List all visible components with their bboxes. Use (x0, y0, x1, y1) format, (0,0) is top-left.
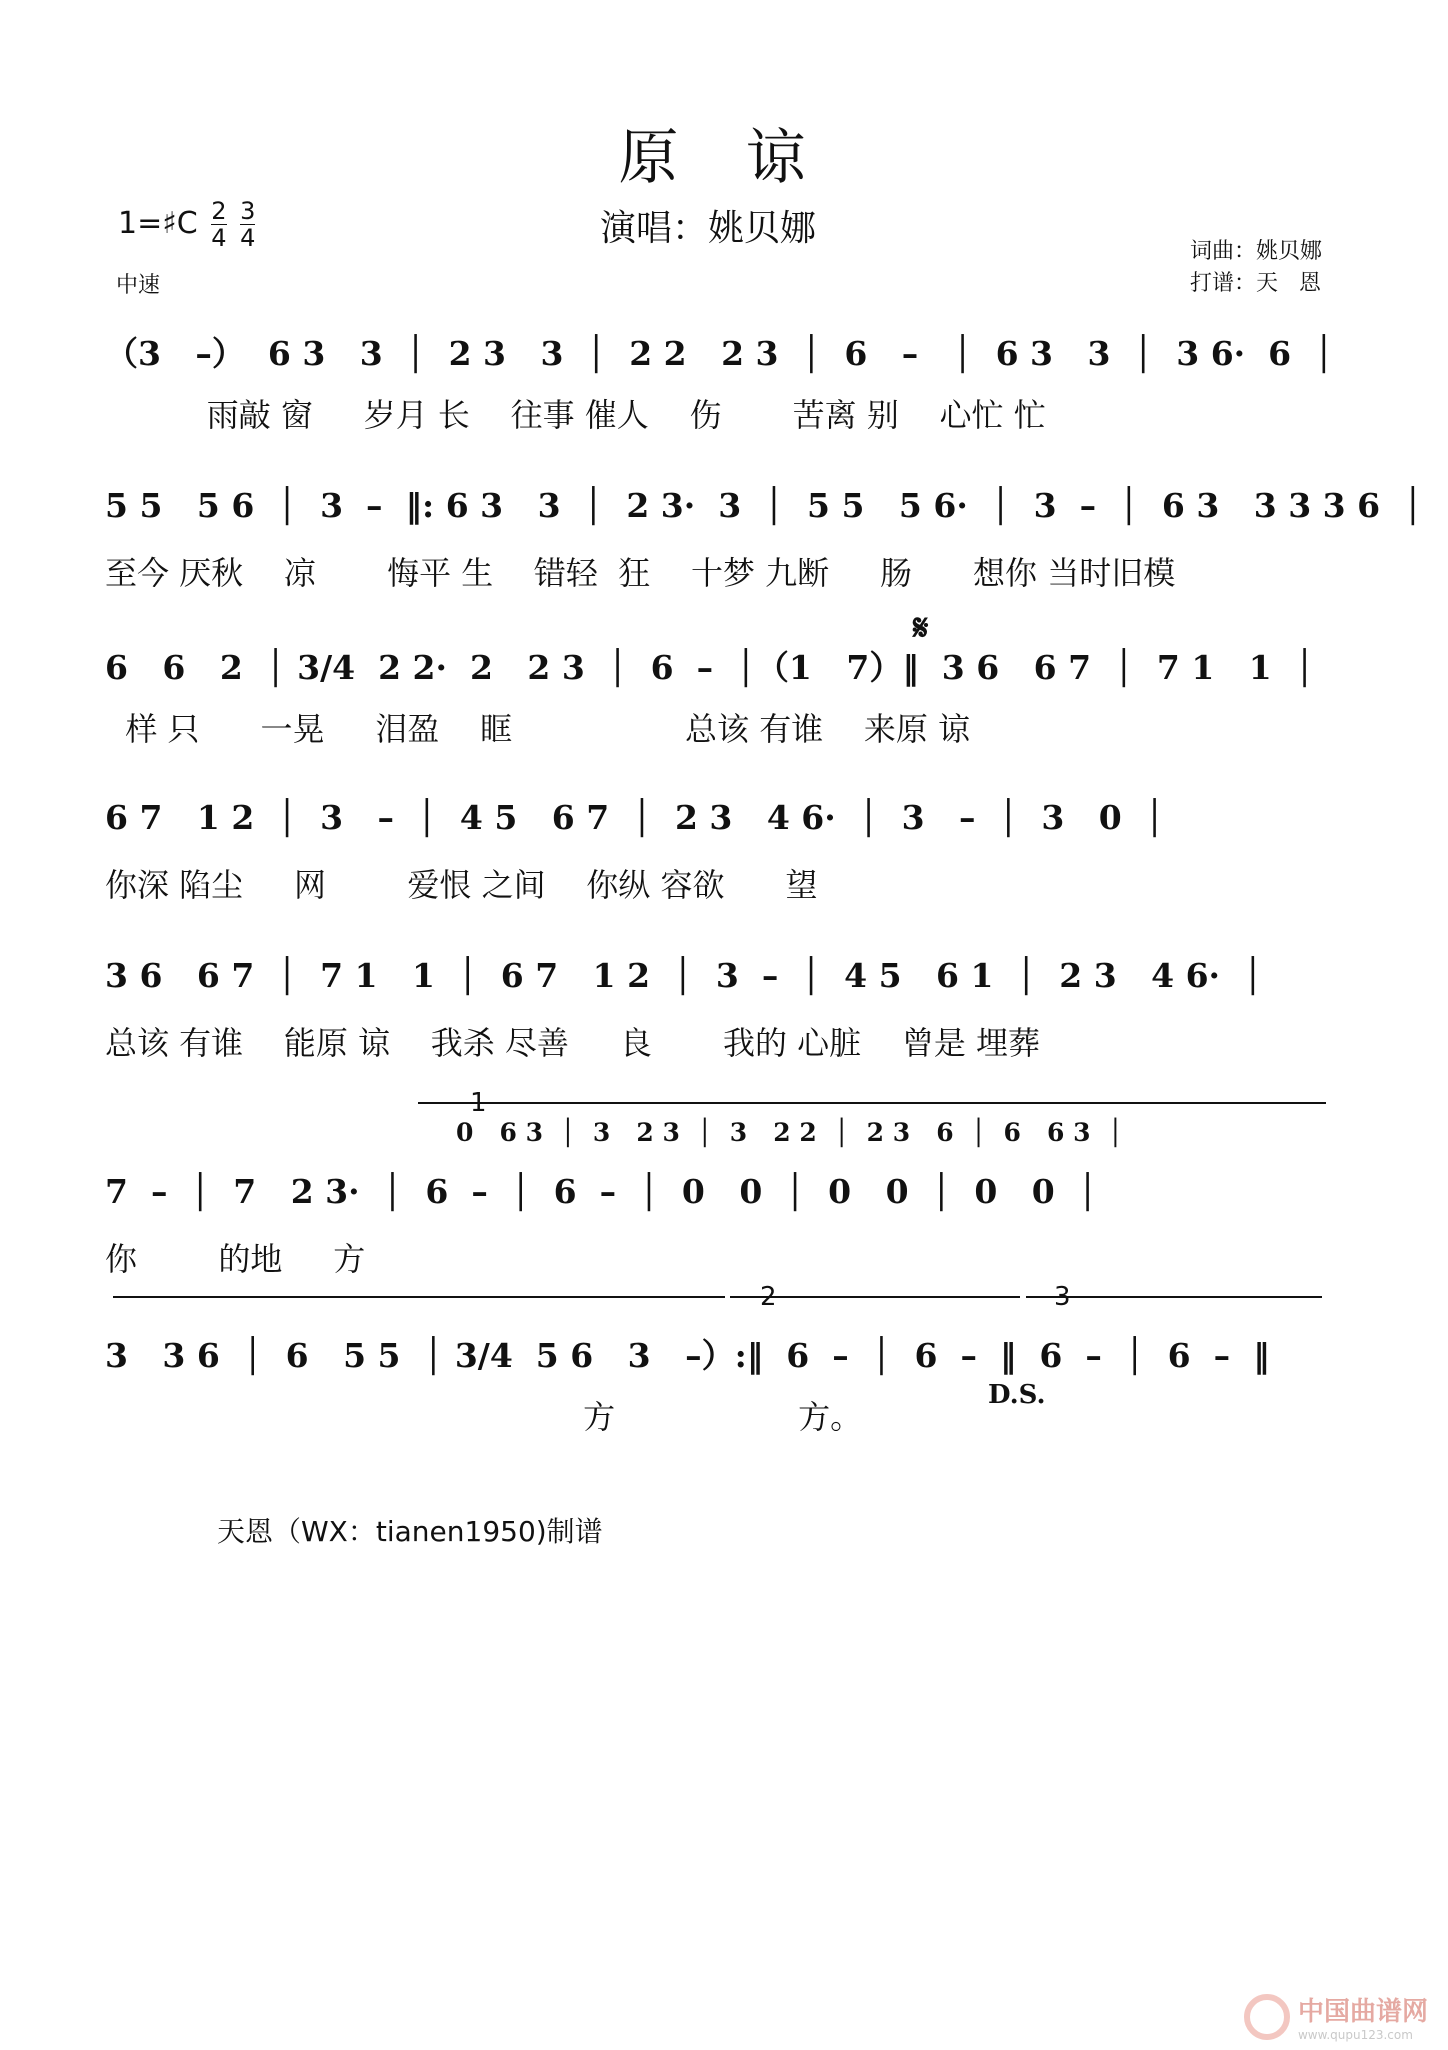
dal-segno-marking: D.S. (988, 1380, 1046, 1410)
watermark-name: 中国曲谱网 (1297, 1997, 1428, 2027)
notation-line-6: 7 – │ 7 2 3· │ 6 – │ 6 – │ 0 0 │ 0 0 │ 0 0 │ (105, 1172, 1098, 1211)
time-signature-2: $\frac{3}{4}$ (240, 197, 256, 252)
lyricist-composer: 词曲：姚贝娜 (1190, 239, 1323, 264)
composer-credits (1190, 236, 1322, 300)
transcriber-footer: 天恩（WX：tianen1950)制谱 (217, 1515, 603, 1548)
notation-line-2: 5 5 5 6 │ 3 – ‖: 6 3 3 │ 2 3· 3 │ 5 5 5 6· │ 3 – │ 6 3 3 3 3 6 │ (105, 486, 1423, 525)
volta-number-2: 2 (760, 1282, 777, 1312)
site-watermark (1244, 1991, 1428, 2042)
upper-notation-line-6: 0 6 3 │ 3 2 3 │ 3 2 2 │ 2 3 6 │ 6 6 3 │ (456, 1118, 1123, 1147)
watermark-logo-icon (1244, 1994, 1290, 2040)
lyrics-line-1: 雨敲 窗 岁月 长 往事 催人 伤 苦离 别 心忙 忙 (105, 396, 1046, 434)
lyrics-line-6: 你 的地 方 (105, 1240, 366, 1278)
segno-symbol: 𝄋 (913, 608, 929, 649)
notation-line-7: 3 3 6 │ 6 5 5 │ 3/4 5 6 3 –）:‖ 6 – │ 6 – ‖ 6 – │ 6 – ‖ (105, 1336, 1270, 1375)
notation-line-5: 3 6 6 7 │ 7 1 1 │ 6 7 1 2 │ 3 – │ 4 5 6 1 │ 2 3 4 6· │ (105, 956, 1263, 995)
volta-bracket-1 (418, 1102, 1326, 1104)
score-title: 原 谅 (618, 123, 830, 193)
notation-line-4: 6 7 1 2 │ 3 – │ 4 5 6 7 │ 2 3 4 6· │ 3 – │ 3 0 │ (105, 798, 1165, 837)
notation-line-3: 6 6 2 │ 3/4 2 2· 2 2 3 │ 6 – │（1 7）‖ 3 6 6 7 │ 7 1 1 │ (105, 648, 1315, 687)
watermark-url: www.qupu123.com (1297, 2028, 1413, 2042)
lyrics-line-7: 方 方。 (105, 1398, 863, 1436)
volta-number-3: 3 (1054, 1282, 1071, 1312)
notation-line-1: （3 –） 6 3 3 │ 2 3 3 │ 2 2 2 3 │ 6 – │ 6 3 3 │ 3 6· 6 │ (105, 334, 1334, 373)
lyrics-line-5: 总该 有谁 能原 谅 我杀 尽善 良 我的 心脏 曾是 埋葬 (105, 1024, 1040, 1062)
lyrics-line-2: 至今 厌秋 凉 悔平 生 错轻 狂 十梦 九断 肠 想你 当时旧模 (105, 554, 1176, 592)
volta-number-1: 1 (470, 1088, 487, 1118)
singer-credit: 演唱：姚贝娜 (600, 208, 817, 249)
repeat-span-line (113, 1296, 725, 1298)
transcriber: 打谱：天 恩 (1190, 271, 1321, 296)
lyrics-line-3: 样 只 一晃 泪盈 眶 总该 有谁 来原 谅 (105, 710, 971, 748)
tempo-marking: 中速 (116, 273, 161, 298)
lyrics-line-4: 你深 陷尘 网 爱恨 之间 你纵 容欲 望 (105, 866, 818, 904)
time-signature-1: $\frac{2}{4}$ (211, 197, 227, 252)
key-signature (118, 198, 255, 251)
key-label: 1=♯C (118, 206, 198, 241)
